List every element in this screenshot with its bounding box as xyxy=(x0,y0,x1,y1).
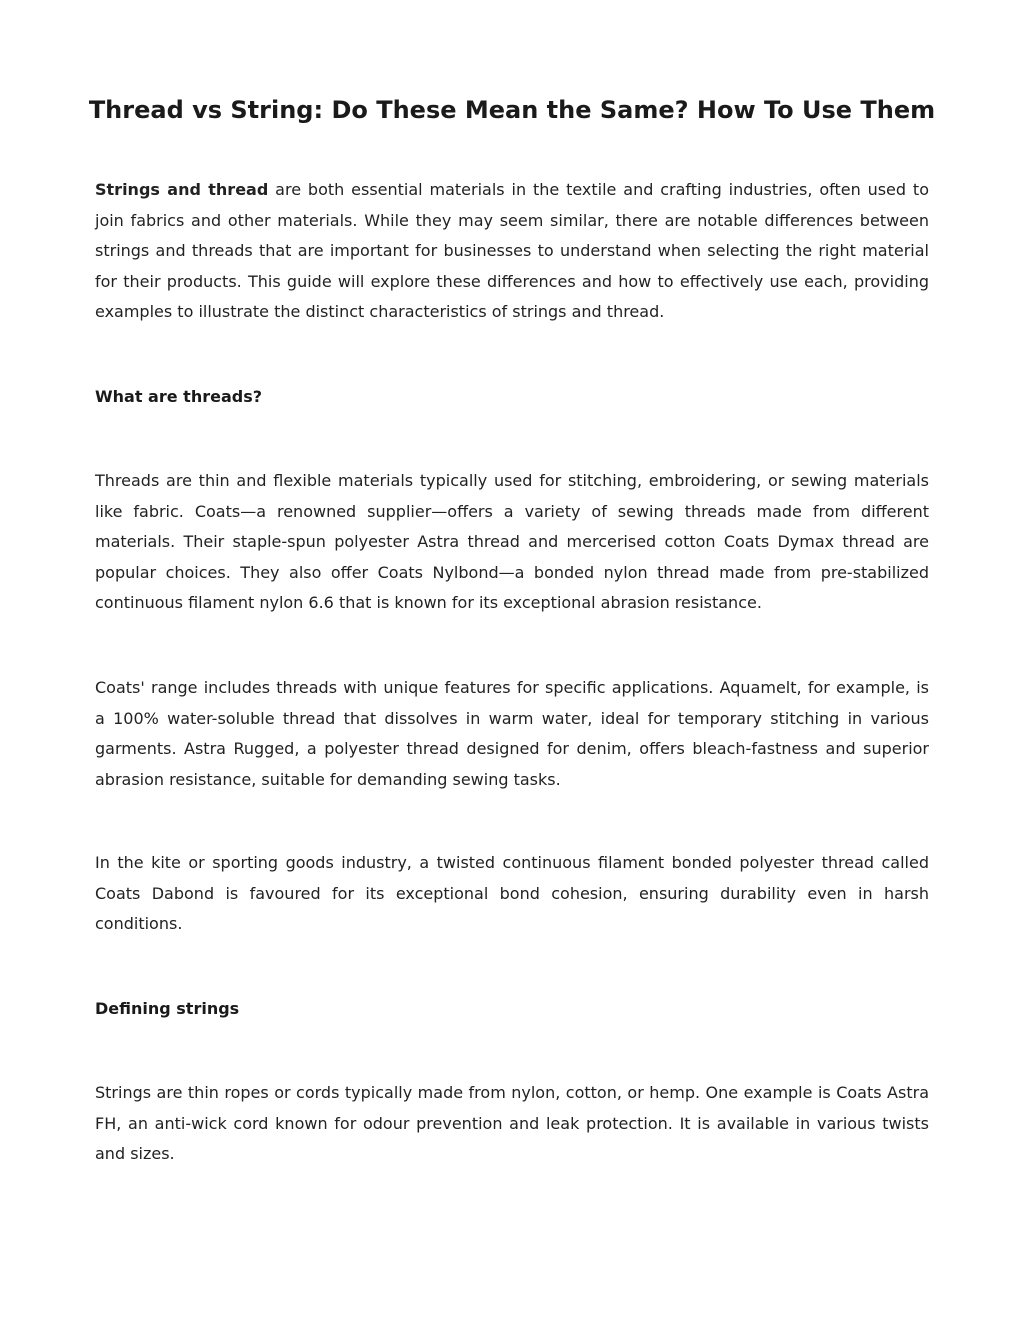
page-title: Thread vs String: Do These Mean the Same? How To Use Them xyxy=(88,96,936,124)
threads-paragraph-1: Threads are thin and flexible materials typically used for stitching, embroidering, or sewing materials like fabric. Coats—a renowned supplier—offers a variety of sewing threads made from different materials. Their staple-spun polyester Astra thread and mercerised cotton Coats Dymax thread are popular choices. They also offer Coats Nylbond—a bonded nylon thread made from pre-stabilized continuous filament nylon 6.6 that is known for its exceptional abrasion resistance. xyxy=(95,471,929,612)
strings-paragraph-1: Strings are thin ropes or cords typically made from nylon, cotton, or hemp. One example is Coats Astra FH, an anti-wick cord known for odour prevention and leak protection. It is available in various twists and sizes. xyxy=(95,1083,929,1163)
intro-paragraph xyxy=(95,175,929,328)
threads-paragraph-2: Coats' range includes threads with unique features for specific applications. Aquamelt, for example, is a 100% water-soluble thread that dissolves in warm water, ideal for temporary stitching in various garments. Astra Rugged, a polyester thread designed for denim, offers bleach-fastness and superior abrasion resistance, suitable for demanding sewing tasks. xyxy=(95,678,929,789)
intro-text: are both essential materials in the textile and crafting industries, often used to join fabrics and other materials. While they may seem similar, there are notable differences between strings and threads that are important for businesses to understand when selecting the right material for their products. This guide will explore these differences and how to effectively use each, providing examples to illustrate the distinct characteristics of strings and thread. xyxy=(95,180,929,321)
threads-paragraph-3: In the kite or sporting goods industry, a twisted continuous filament bonded polyester thread called Coats Dabond is favoured for its exceptional bond cohesion, ensuring durability even in harsh conditions. xyxy=(95,853,929,933)
intro-lead-bold: Strings and thread xyxy=(95,180,269,199)
section-heading-strings: Defining strings xyxy=(95,999,240,1018)
section-heading-threads: What are threads? xyxy=(95,387,262,406)
